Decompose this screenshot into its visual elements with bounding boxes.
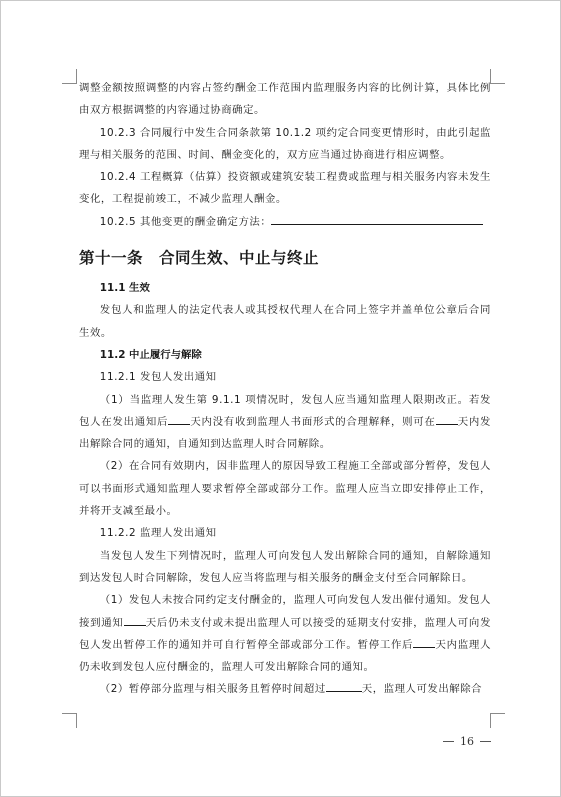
clause-10-2-3: 10.2.3 合同履行中发生合同条款第 10.1.2 项约定合同变更情形时，由此引起监理与相关服务的范围、时间、酬金变化的，双方应当通过协商进行相应调整。 — [79, 126, 491, 161]
item-2-text-a: （2）暂停部分监理与相关服务且暂停时间超过 — [99, 683, 326, 696]
clause-11-2-2-title: 11.2.2 监理人发出通知 — [99, 527, 217, 540]
clause-11-2-2-item-2 — [79, 678, 491, 700]
section-11-2-title: 11.2 中止履行与解除 — [99, 348, 202, 361]
item-1-text-b: 天后仍未支付或未提出监理人可以接受的延期支付安排，监理人可向发包人发出暂停工作的通知并可自行暂停全部或部分工作。暂停工作后 — [79, 616, 492, 651]
fill-in-blank — [271, 212, 483, 225]
item-1-text-a: （1）当监理人发生第 9.1.1 项情况时，发包人应当通知监理人限期改正。若发包人在发出通知后 — [79, 393, 491, 428]
item-1-text-c: 天内监理人仍未收到发包人应付酬金的，监理人可发出解除合同的通知。 — [79, 638, 492, 674]
fill-in-blank — [168, 412, 190, 425]
article-11-heading: 第十一条 合同生效、中止与终止 — [79, 248, 320, 268]
page-number: 16 — [460, 735, 474, 748]
clause-11-2-2-item-1 — [79, 589, 491, 678]
dash-right — [480, 741, 491, 742]
paragraph-adjustment-amount: 调整金额按照调整的内容占签约酬金工作范围内监理服务内容的比例计算，具体比例由双方根据调整的内容通过协商确定。 — [79, 82, 491, 117]
item-1-text-c: 天内发出解除合同的通知，自通知到达监理人时合同解除。 — [79, 415, 491, 451]
crop-mark-top-right — [490, 69, 505, 84]
dash-left — [443, 741, 454, 742]
fill-in-blank — [413, 635, 435, 648]
fill-in-blank — [326, 679, 362, 692]
item-1-text-a: （1）发包人未按合同约定支付酬金的，监理人可向发包人发出催付通知。发包人接到通知 — [79, 594, 491, 629]
item-1-text-b: 天内没有收到监理人书面形式的合理解释，则可在 — [190, 415, 436, 428]
crop-mark-top-left — [62, 69, 77, 84]
section-11-1-title: 11.1 生效 — [99, 282, 150, 295]
clause-10-2-5 — [79, 211, 491, 233]
clause-11-2-1-item-1 — [79, 389, 491, 456]
page-body — [79, 77, 491, 701]
section-11-1-body: 发包人和监理人的法定代表人或其授权代理人在合同上签字并盖单位公章后合同生效。 — [79, 304, 491, 339]
clause-10-2-4: 10.2.4 工程概算（估算）投资额或建筑安装工程费或监理与相关服务内容未发生变化，工程提前竣工，不减少监理人酬金。 — [79, 171, 491, 206]
clause-11-2-1-item-2: （2）在合同有效期内，因非监理人的原因导致工程施工全部或部分暂停，发包人可以书面形式通知监理人要求暂停全部或部分工作。监理人应当立即安排停止工作，并将开支减至最小。 — [79, 460, 491, 518]
clause-11-2-1-title: 11.2.1 发包人发出通知 — [99, 371, 217, 384]
crop-mark-bottom-left — [62, 713, 77, 728]
crop-mark-bottom-right — [490, 713, 505, 728]
fill-in-blank — [436, 412, 458, 425]
fill-in-blank — [124, 613, 146, 626]
clause-11-2-2-intro: 当发包人发生下列情况时，监理人可向发包人发出解除合同的通知，自解除通知到达发包人时合同解除，发包人应当将监理与相关服务的酬金支付至合同解除日。 — [79, 549, 491, 584]
clause-10-2-5-text: 10.2.5 其他变更的酬金确定方法： — [99, 215, 272, 228]
item-2-text-b: 天，监理人可发出解除合 — [361, 683, 483, 696]
page-footer — [443, 735, 493, 748]
